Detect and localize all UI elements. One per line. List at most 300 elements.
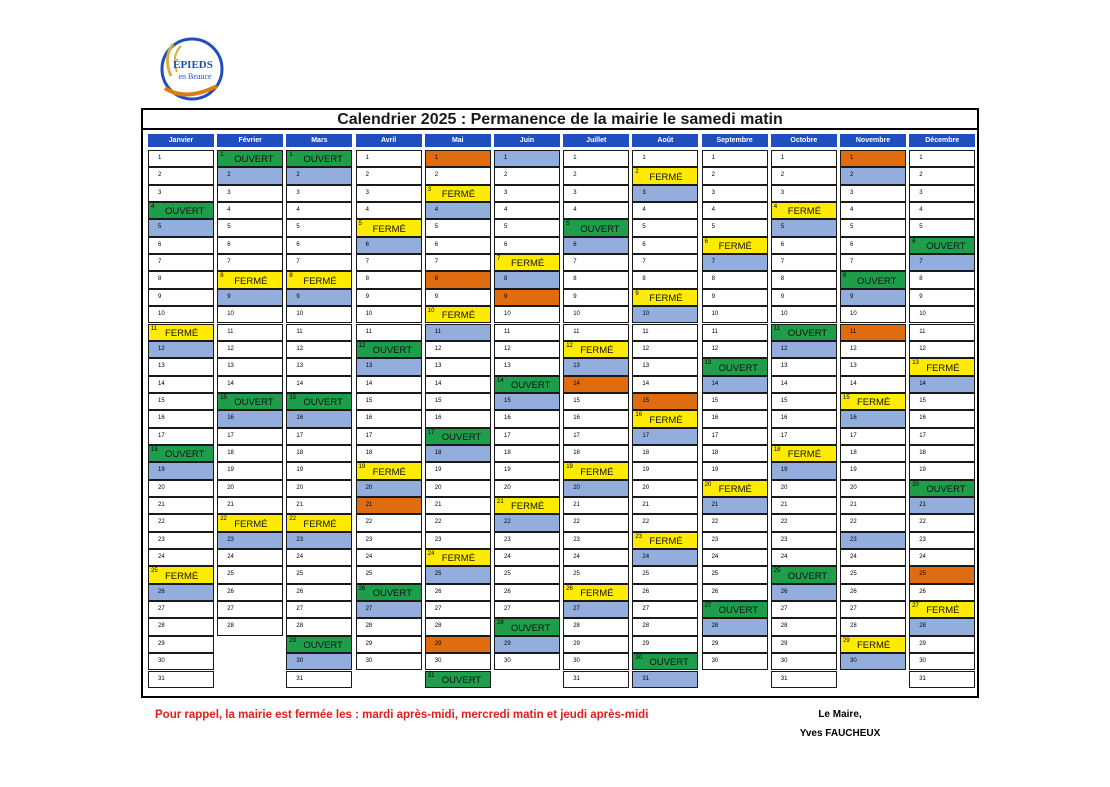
day-number: 26: [780, 588, 788, 595]
month-header-septembre: Septembre: [702, 134, 768, 147]
day-cell: [217, 618, 283, 635]
day-cell: [563, 549, 629, 566]
day-cell: [909, 376, 975, 393]
day-cell: [840, 219, 906, 236]
day-number: 24: [919, 554, 926, 561]
day-cell: [563, 376, 629, 393]
day-cell: [771, 480, 837, 497]
day-cell: [425, 358, 491, 375]
day-cell: [356, 289, 422, 306]
day-number: 30: [434, 658, 442, 665]
day-cell: [425, 618, 491, 635]
day-number: 7: [365, 259, 369, 266]
day-cell: [494, 376, 560, 393]
day-number: 27: [850, 606, 857, 613]
day-number: 21: [642, 502, 650, 508]
day-number: 24: [296, 554, 304, 561]
day-number: 7: [573, 259, 577, 266]
status-label: OUVERT: [441, 674, 482, 686]
day-number: 24: [427, 551, 435, 558]
day-cell: [356, 532, 422, 549]
day-number: 16: [850, 415, 857, 422]
day-number: 18: [151, 446, 158, 453]
day-cell: [702, 393, 768, 410]
day-cell: [632, 254, 698, 271]
day-number: 31: [296, 675, 304, 682]
day-cell: [494, 410, 560, 427]
day-cell: [356, 167, 422, 184]
day-number: 14: [158, 380, 165, 387]
day-number: 5: [358, 221, 362, 228]
status-label: OUVERT: [165, 449, 205, 461]
day-number: 18: [365, 449, 373, 456]
day-cell: [909, 185, 975, 202]
status-label: OUVERT: [926, 241, 966, 253]
day-number: 29: [289, 637, 297, 644]
day-cell: [217, 393, 283, 410]
day-cell: [563, 410, 629, 427]
day-cell: [909, 445, 975, 462]
day-number: 26: [850, 588, 857, 595]
day-cell: [425, 514, 491, 531]
day-cell: [563, 462, 629, 479]
day-cell: [702, 202, 768, 219]
day-cell: [217, 289, 283, 306]
day-number: 23: [573, 536, 580, 543]
day-number: 16: [296, 415, 304, 422]
day-number: 25: [711, 571, 719, 578]
status-label: OUVERT: [165, 206, 205, 218]
status-label: OUVERT: [787, 327, 828, 339]
day-cell: [909, 671, 975, 688]
day-number: 28: [434, 623, 442, 630]
day-number: 24: [573, 554, 580, 561]
day-cell: [286, 428, 352, 445]
day-cell: [217, 254, 283, 271]
day-cell: [286, 324, 352, 341]
day-number: 30: [919, 658, 926, 665]
day-number: 18: [434, 449, 442, 456]
day-cell: [148, 532, 214, 549]
day-number: 20: [365, 484, 373, 491]
day-number: 23: [365, 536, 373, 543]
day-cell: [702, 271, 768, 288]
day-cell: [494, 271, 560, 288]
status-label: FERMÉ: [649, 536, 683, 548]
day-number: 2: [711, 172, 715, 179]
day-number: 12: [504, 345, 511, 352]
day-number: 16: [780, 415, 788, 422]
day-number: 3: [780, 189, 785, 196]
day-number: 29: [158, 640, 165, 647]
day-number: 3: [158, 189, 162, 196]
day-cell: [632, 618, 698, 635]
day-number: 1: [220, 152, 224, 158]
day-cell: [909, 497, 975, 514]
day-cell: [356, 271, 422, 288]
day-cell: [148, 202, 214, 219]
day-number: 25: [573, 571, 580, 578]
day-cell: [356, 341, 422, 358]
day-number: 9: [711, 293, 715, 300]
day-cell: [702, 289, 768, 306]
day-cell: [356, 219, 422, 236]
day-number: 10: [365, 311, 373, 318]
day-cell: [563, 341, 629, 358]
day-number: 16: [573, 415, 580, 422]
day-cell: [356, 237, 422, 254]
day-cell: [840, 532, 906, 549]
status-label: OUVERT: [718, 605, 759, 617]
day-cell: [840, 324, 906, 341]
day-cell: [286, 410, 352, 427]
day-number: 15: [919, 397, 926, 404]
status-label: FERMÉ: [441, 553, 476, 565]
day-cell: [356, 324, 422, 341]
day-cell: [217, 376, 283, 393]
day-cell: [771, 167, 837, 184]
day-number: 17: [850, 432, 857, 439]
day-cell: [702, 428, 768, 445]
day-cell: [771, 601, 837, 618]
day-number: 10: [642, 311, 650, 318]
day-cell: [909, 358, 975, 375]
day-cell: [771, 410, 837, 427]
day-cell: [217, 566, 283, 583]
calendar-frame: [141, 108, 979, 698]
day-number: 13: [642, 363, 650, 370]
status-label: FERMÉ: [303, 518, 337, 530]
day-number: 21: [365, 502, 373, 508]
day-cell: [632, 601, 698, 618]
day-cell: [702, 341, 768, 358]
day-number: 28: [780, 623, 788, 630]
day-number: 28: [919, 623, 926, 630]
day-number: 11: [434, 328, 442, 335]
day-cell: [425, 566, 491, 583]
day-number: 13: [158, 363, 165, 370]
day-number: 19: [850, 467, 857, 474]
day-number: 7: [296, 259, 300, 266]
reminder-note: Pour rappel, la mairie est fermée les : mardi après-midi, mercredi matin et jeudi après-midi: [155, 709, 649, 721]
status-label: FERMÉ: [649, 293, 683, 305]
day-number: 20: [227, 484, 234, 491]
day-number: 9: [158, 293, 162, 300]
day-cell: [217, 202, 283, 219]
day-number: 18: [850, 449, 857, 456]
day-cell: [356, 445, 422, 462]
day-number: 7: [919, 259, 923, 266]
day-number: 4: [296, 207, 300, 214]
day-cell: [563, 324, 629, 341]
day-number: 26: [434, 588, 442, 595]
day-cell: [771, 254, 837, 271]
status-label: FERMÉ: [511, 501, 545, 513]
day-cell: [217, 358, 283, 375]
day-number: 22: [220, 516, 227, 523]
status-label: FERMÉ: [926, 362, 960, 374]
day-number: 12: [296, 345, 304, 352]
day-cell: [632, 566, 698, 583]
day-number: 15: [780, 397, 788, 404]
day-cell: [840, 584, 906, 601]
day-number: 13: [434, 363, 442, 370]
day-cell: [909, 202, 975, 219]
day-cell: [148, 410, 214, 427]
day-cell: [217, 601, 283, 618]
day-cell: [909, 271, 975, 288]
day-cell: [702, 254, 768, 271]
day-cell: [286, 237, 352, 254]
day-number: 5: [850, 224, 854, 231]
day-cell: [494, 185, 560, 202]
day-number: 8: [434, 276, 439, 283]
day-cell: [840, 202, 906, 219]
day-cell: [148, 566, 214, 583]
day-cell: [840, 410, 906, 427]
day-number: 1: [573, 155, 577, 161]
day-cell: [148, 618, 214, 635]
day-number: 29: [573, 640, 580, 647]
day-cell: [840, 306, 906, 323]
day-number: 9: [850, 293, 854, 300]
day-number: 15: [365, 397, 373, 404]
day-number: 24: [227, 554, 234, 561]
day-number: 15: [843, 394, 850, 401]
day-number: 27: [227, 606, 234, 613]
day-number: 11: [227, 328, 234, 335]
day-cell: [771, 653, 837, 670]
day-cell: [148, 462, 214, 479]
status-label: FERMÉ: [649, 171, 683, 183]
day-number: 7: [227, 259, 231, 266]
day-number: 15: [711, 397, 719, 404]
status-label: FERMÉ: [580, 588, 614, 600]
day-number: 3: [711, 189, 715, 196]
day-number: 14: [497, 377, 504, 384]
page-title: Calendrier 2025 : Permanence de la mairie le samedi matin: [143, 110, 977, 130]
day-number: 22: [289, 516, 297, 523]
day-cell: [632, 410, 698, 427]
day-number: 4: [365, 207, 369, 214]
day-number: 7: [434, 259, 439, 266]
day-cell: [771, 324, 837, 341]
day-cell: [771, 618, 837, 635]
day-number: 19: [919, 467, 926, 474]
day-number: 17: [504, 432, 511, 439]
day-cell: [909, 254, 975, 271]
day-number: 27: [158, 606, 165, 613]
day-cell: [632, 584, 698, 601]
day-number: 12: [711, 345, 719, 352]
day-cell: [425, 341, 491, 358]
month-header-mars: Mars: [286, 134, 352, 147]
day-cell: [494, 306, 560, 323]
day-cell: [771, 219, 837, 236]
day-cell: [702, 480, 768, 497]
day-cell: [494, 358, 560, 375]
day-number: 8: [843, 273, 847, 280]
day-cell: [909, 410, 975, 427]
day-cell: [148, 254, 214, 271]
month-header-aout: Août: [632, 134, 698, 147]
day-number: 11: [642, 328, 649, 335]
month-header-novembre: Novembre: [840, 134, 906, 147]
day-cell: [286, 185, 352, 202]
day-cell: [494, 219, 560, 236]
day-cell: [356, 601, 422, 618]
status-label: OUVERT: [787, 570, 828, 582]
day-cell: [425, 428, 491, 445]
day-cell: [148, 428, 214, 445]
status-label: OUVERT: [857, 275, 897, 287]
day-number: 6: [704, 238, 708, 245]
status-label: FERMÉ: [857, 397, 891, 409]
day-cell: [425, 462, 491, 479]
day-cell: [494, 341, 560, 358]
day-cell: [286, 653, 352, 670]
day-number: 25: [919, 571, 926, 578]
day-number: 1: [850, 155, 854, 161]
day-number: 4: [642, 207, 646, 214]
day-cell: [632, 462, 698, 479]
day-number: 8: [573, 276, 577, 283]
day-cell: [771, 150, 837, 167]
day-number: 17: [711, 432, 719, 439]
day-cell: [286, 480, 352, 497]
day-cell: [632, 167, 698, 184]
day-cell: [286, 289, 352, 306]
day-number: 17: [573, 432, 580, 439]
status-label: FERMÉ: [857, 640, 891, 652]
day-number: 5: [227, 224, 231, 231]
day-cell: [702, 150, 768, 167]
day-number: 5: [566, 221, 570, 228]
day-number: 9: [296, 293, 300, 300]
day-number: 4: [919, 207, 923, 214]
day-number: 6: [296, 241, 300, 248]
day-cell: [425, 393, 491, 410]
day-cell: [909, 341, 975, 358]
day-number: 25: [227, 571, 234, 578]
status-label: OUVERT: [511, 379, 551, 391]
day-number: 19: [358, 464, 366, 471]
day-cell: [702, 532, 768, 549]
day-number: 9: [573, 293, 577, 300]
day-number: 13: [704, 360, 712, 367]
day-cell: [425, 271, 491, 288]
day-number: 6: [573, 241, 577, 248]
day-number: 14: [573, 380, 580, 387]
day-cell: [563, 428, 629, 445]
day-cell: [702, 185, 768, 202]
day-cell: [632, 358, 698, 375]
day-cell: [425, 636, 491, 653]
day-number: 31: [642, 675, 650, 682]
day-number: 3: [573, 189, 577, 196]
day-cell: [494, 601, 560, 618]
day-number: 10: [427, 308, 435, 315]
day-cell: [356, 150, 422, 167]
day-number: 26: [642, 588, 650, 595]
month-header-decembre: Décembre: [909, 134, 975, 147]
day-cell: [356, 428, 422, 445]
day-cell: [771, 584, 837, 601]
status-label: FERMÉ: [580, 466, 614, 478]
day-number: 1: [919, 155, 923, 161]
day-cell: [217, 549, 283, 566]
day-cell: [632, 653, 698, 670]
day-number: 27: [365, 606, 373, 613]
day-number: 2: [365, 172, 369, 179]
day-number: 11: [365, 328, 372, 335]
day-cell: [563, 185, 629, 202]
day-number: 23: [780, 536, 788, 543]
status-label: OUVERT: [926, 483, 966, 495]
day-cell: [494, 480, 560, 497]
day-number: 14: [365, 380, 373, 387]
day-number: 6: [227, 241, 231, 248]
day-number: 23: [158, 536, 165, 543]
day-cell: [148, 601, 214, 618]
day-cell: [702, 410, 768, 427]
day-cell: [217, 532, 283, 549]
day-number: 12: [158, 345, 165, 352]
day-number: 8: [780, 276, 785, 283]
month-header-avril: Avril: [356, 134, 422, 147]
day-cell: [909, 549, 975, 566]
status-label: OUVERT: [372, 345, 413, 357]
day-number: 1: [711, 155, 715, 161]
status-label: FERMÉ: [165, 327, 199, 339]
day-cell: [494, 202, 560, 219]
day-cell: [425, 376, 491, 393]
day-number: 28: [497, 620, 504, 627]
day-number: 31: [919, 675, 926, 682]
day-cell: [217, 150, 283, 167]
day-cell: [494, 549, 560, 566]
day-cell: [356, 497, 422, 514]
day-number: 14: [434, 380, 442, 387]
day-number: 25: [504, 571, 511, 578]
day-cell: [702, 497, 768, 514]
status-label: FERMÉ: [511, 258, 545, 270]
day-number: 25: [151, 568, 158, 575]
day-cell: [563, 445, 629, 462]
day-cell: [217, 219, 283, 236]
day-number: 15: [573, 397, 580, 404]
day-cell: [425, 584, 491, 601]
day-number: 2: [780, 172, 785, 179]
day-number: 28: [711, 623, 719, 630]
day-cell: [217, 462, 283, 479]
day-number: 8: [220, 273, 224, 280]
day-number: 19: [296, 467, 304, 474]
day-cell: [840, 618, 906, 635]
day-number: 20: [850, 484, 857, 491]
day-cell: [425, 289, 491, 306]
day-cell: [217, 445, 283, 462]
day-number: 23: [850, 536, 857, 543]
day-number: 31: [427, 672, 435, 679]
day-cell: [356, 636, 422, 653]
day-number: 15: [220, 394, 227, 401]
day-number: 6: [642, 241, 646, 248]
status-label: OUVERT: [441, 431, 482, 443]
day-number: 2: [434, 172, 439, 179]
status-label: OUVERT: [718, 362, 759, 374]
day-cell: [632, 480, 698, 497]
